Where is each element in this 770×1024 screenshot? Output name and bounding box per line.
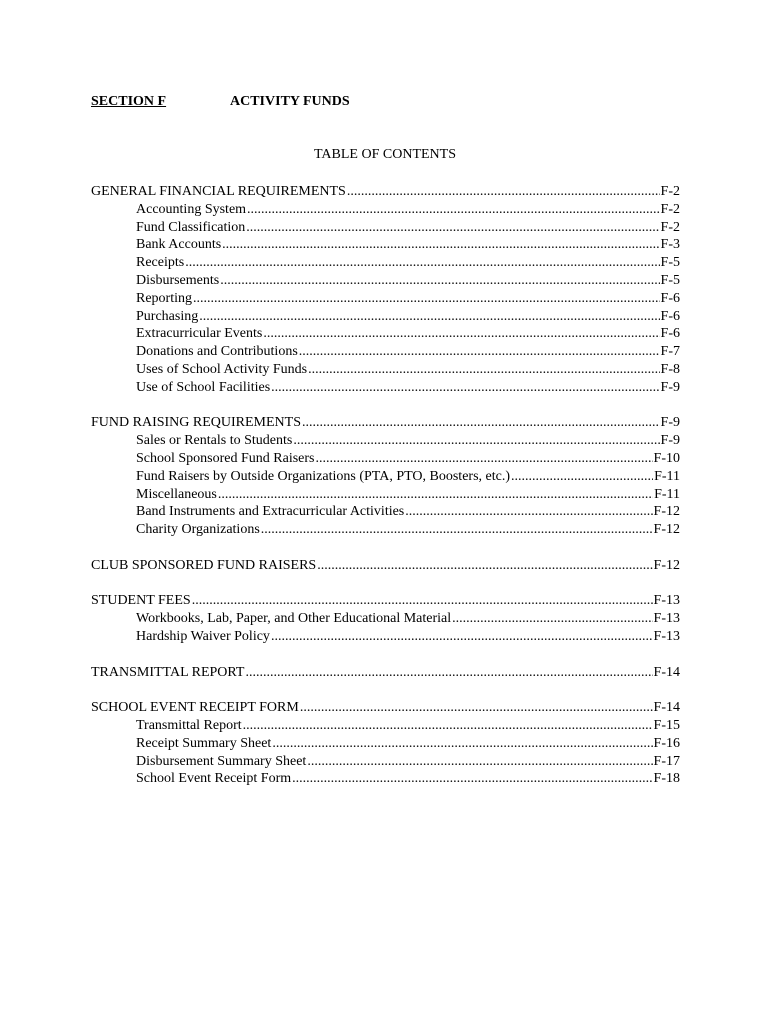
toc-entry-label: School Sponsored Fund Raisers [136,450,315,466]
toc-item-row [91,254,680,272]
toc-item-row [91,735,680,753]
toc-entry-page: F-9 [660,415,680,431]
toc-heading-row [91,592,680,610]
toc-item-row [91,486,680,504]
toc-group [91,183,680,397]
toc-entry-label: Disbursement Summary Sheet [136,753,307,769]
toc-group [91,664,680,682]
toc-entry-label: Receipt Summary Sheet [136,735,272,751]
dot-leader [185,254,659,272]
toc-entry-page: F-11 [654,486,680,502]
toc-entry-label: Sales or Rentals to Students [136,433,293,449]
toc-entry-label: CLUB SPONSORED FUND RAISERS [91,557,317,573]
toc-entry-page: F-2 [660,184,680,199]
toc-entry-label: FUND RAISING REQUIREMENTS [91,415,302,431]
toc-item-row [91,272,680,290]
toc-entry-label: Band Instruments and Extracurricular Activities [136,504,405,520]
toc-entry-page: F-2 [660,201,680,217]
toc-title [0,147,770,163]
toc-entry-label: Disbursements [136,272,220,288]
toc-entry-label: Workbooks, Lab, Paper, and Other Educational Material [136,611,452,627]
toc-entry-page: F-13 [653,593,680,609]
toc-heading-row [91,183,680,201]
dot-leader [218,486,653,504]
toc-entry-page: F-14 [653,664,680,680]
dot-leader [245,664,652,682]
dot-leader [302,414,660,432]
toc-item-row [91,343,680,361]
toc-entry-page: F-9 [660,433,680,449]
toc-entry-label: Transmittal Report [136,717,242,733]
toc-group [91,592,680,645]
table-of-contents [91,183,680,806]
dot-leader [347,183,660,201]
dot-leader [317,557,652,575]
dot-leader [293,432,659,450]
toc-entry-page: F-18 [653,771,680,787]
toc-entry-page: F-12 [653,522,680,538]
toc-item-row [91,201,680,219]
toc-heading-row [91,664,680,682]
dot-leader [307,753,652,771]
toc-group [91,699,680,788]
toc-item-row [91,290,680,308]
toc-item-row [91,379,680,397]
toc-entry-page: F-10 [653,450,680,466]
toc-heading-row [91,557,680,575]
dot-leader [405,503,652,521]
toc-entry-page: F-12 [653,557,680,573]
toc-entry-page: F-13 [653,628,680,644]
section-label: SECTION F [91,94,167,109]
toc-title-text: TABLE OF CONTENTS [314,147,456,162]
toc-entry-label: Uses of School Activity Funds [136,361,308,377]
toc-item-row [91,361,680,379]
dot-leader [193,290,660,308]
toc-entry-page: F-7 [660,344,680,360]
dot-leader [511,468,653,486]
toc-entry-label: Purchasing [136,308,199,324]
dot-leader [192,592,653,610]
dot-leader [261,521,653,539]
toc-entry-page: F-6 [660,308,680,324]
toc-item-row [91,325,680,343]
toc-entry-label: Miscellaneous [136,486,217,502]
toc-item-row [91,450,680,468]
dot-leader [199,308,659,326]
toc-entry-page: F-5 [660,272,680,288]
toc-entry-page: F-8 [660,361,680,377]
toc-entry-label: Reporting [136,290,192,306]
toc-entry-page: F-15 [653,717,680,733]
toc-item-row [91,219,680,237]
toc-entry-label: SCHOOL EVENT RECEIPT FORM [91,700,299,716]
toc-heading-row [91,699,680,717]
toc-entry-label: Fund Raisers by Outside Organizations (PTA, PTO, Boosters, etc.) [136,468,510,484]
section-header [91,94,350,110]
toc-entry-page: F-2 [660,219,680,235]
toc-item-row [91,236,680,254]
toc-entry-page: F-9 [660,379,680,395]
toc-entry-label: GENERAL FINANCIAL REQUIREMENTS [91,184,346,199]
toc-entry-page: F-14 [653,700,680,716]
toc-item-row [91,717,680,735]
toc-entry-page: F-17 [653,753,680,769]
dot-leader [292,770,652,788]
toc-heading-row [91,414,680,432]
dot-leader [308,361,659,379]
toc-entry-label: Charity Organizations [136,522,260,538]
dot-leader [272,735,652,753]
toc-item-row [91,432,680,450]
toc-entry-label: Fund Classification [136,219,246,235]
toc-entry-page: F-6 [660,290,680,306]
toc-entry-label: Donations and Contributions [136,344,298,360]
toc-entry-label: Use of School Facilities [136,379,271,395]
toc-item-row [91,308,680,326]
dot-leader [300,699,653,717]
toc-entry-page: F-16 [653,735,680,751]
toc-entry-page: F-3 [660,237,680,253]
dot-leader [271,379,659,397]
dot-leader [263,325,659,343]
toc-item-row [91,753,680,771]
toc-item-row [91,521,680,539]
dot-leader [220,272,659,290]
toc-entry-label: Receipts [136,255,185,271]
toc-item-row [91,468,680,486]
toc-entry-label: School Event Receipt Form [136,771,292,787]
toc-entry-label: STUDENT FEES [91,593,191,609]
dot-leader [246,219,659,237]
toc-entry-page: F-5 [660,255,680,271]
toc-item-row [91,503,680,521]
toc-entry-label: Hardship Waiver Policy [136,628,270,644]
dot-leader [247,201,660,219]
toc-entry-label: Extracurricular Events [136,326,263,342]
toc-group [91,414,680,539]
dot-leader [316,450,653,468]
toc-item-row [91,610,680,628]
toc-item-row [91,770,680,788]
toc-entry-page: F-12 [653,504,680,520]
dot-leader [271,628,653,646]
toc-entry-page: F-6 [660,326,680,342]
dot-leader [299,343,660,361]
dot-leader [222,236,659,254]
dot-leader [243,717,653,735]
toc-entry-page: F-13 [653,611,680,627]
section-title: ACTIVITY FUNDS [230,94,350,109]
toc-group [91,557,680,575]
toc-entry-page: F-11 [654,468,680,484]
toc-entry-label: Accounting System [136,201,247,217]
toc-item-row [91,628,680,646]
toc-entry-label: TRANSMITTAL REPORT [91,664,245,680]
dot-leader [452,610,652,628]
toc-entry-label: Bank Accounts [136,237,222,253]
